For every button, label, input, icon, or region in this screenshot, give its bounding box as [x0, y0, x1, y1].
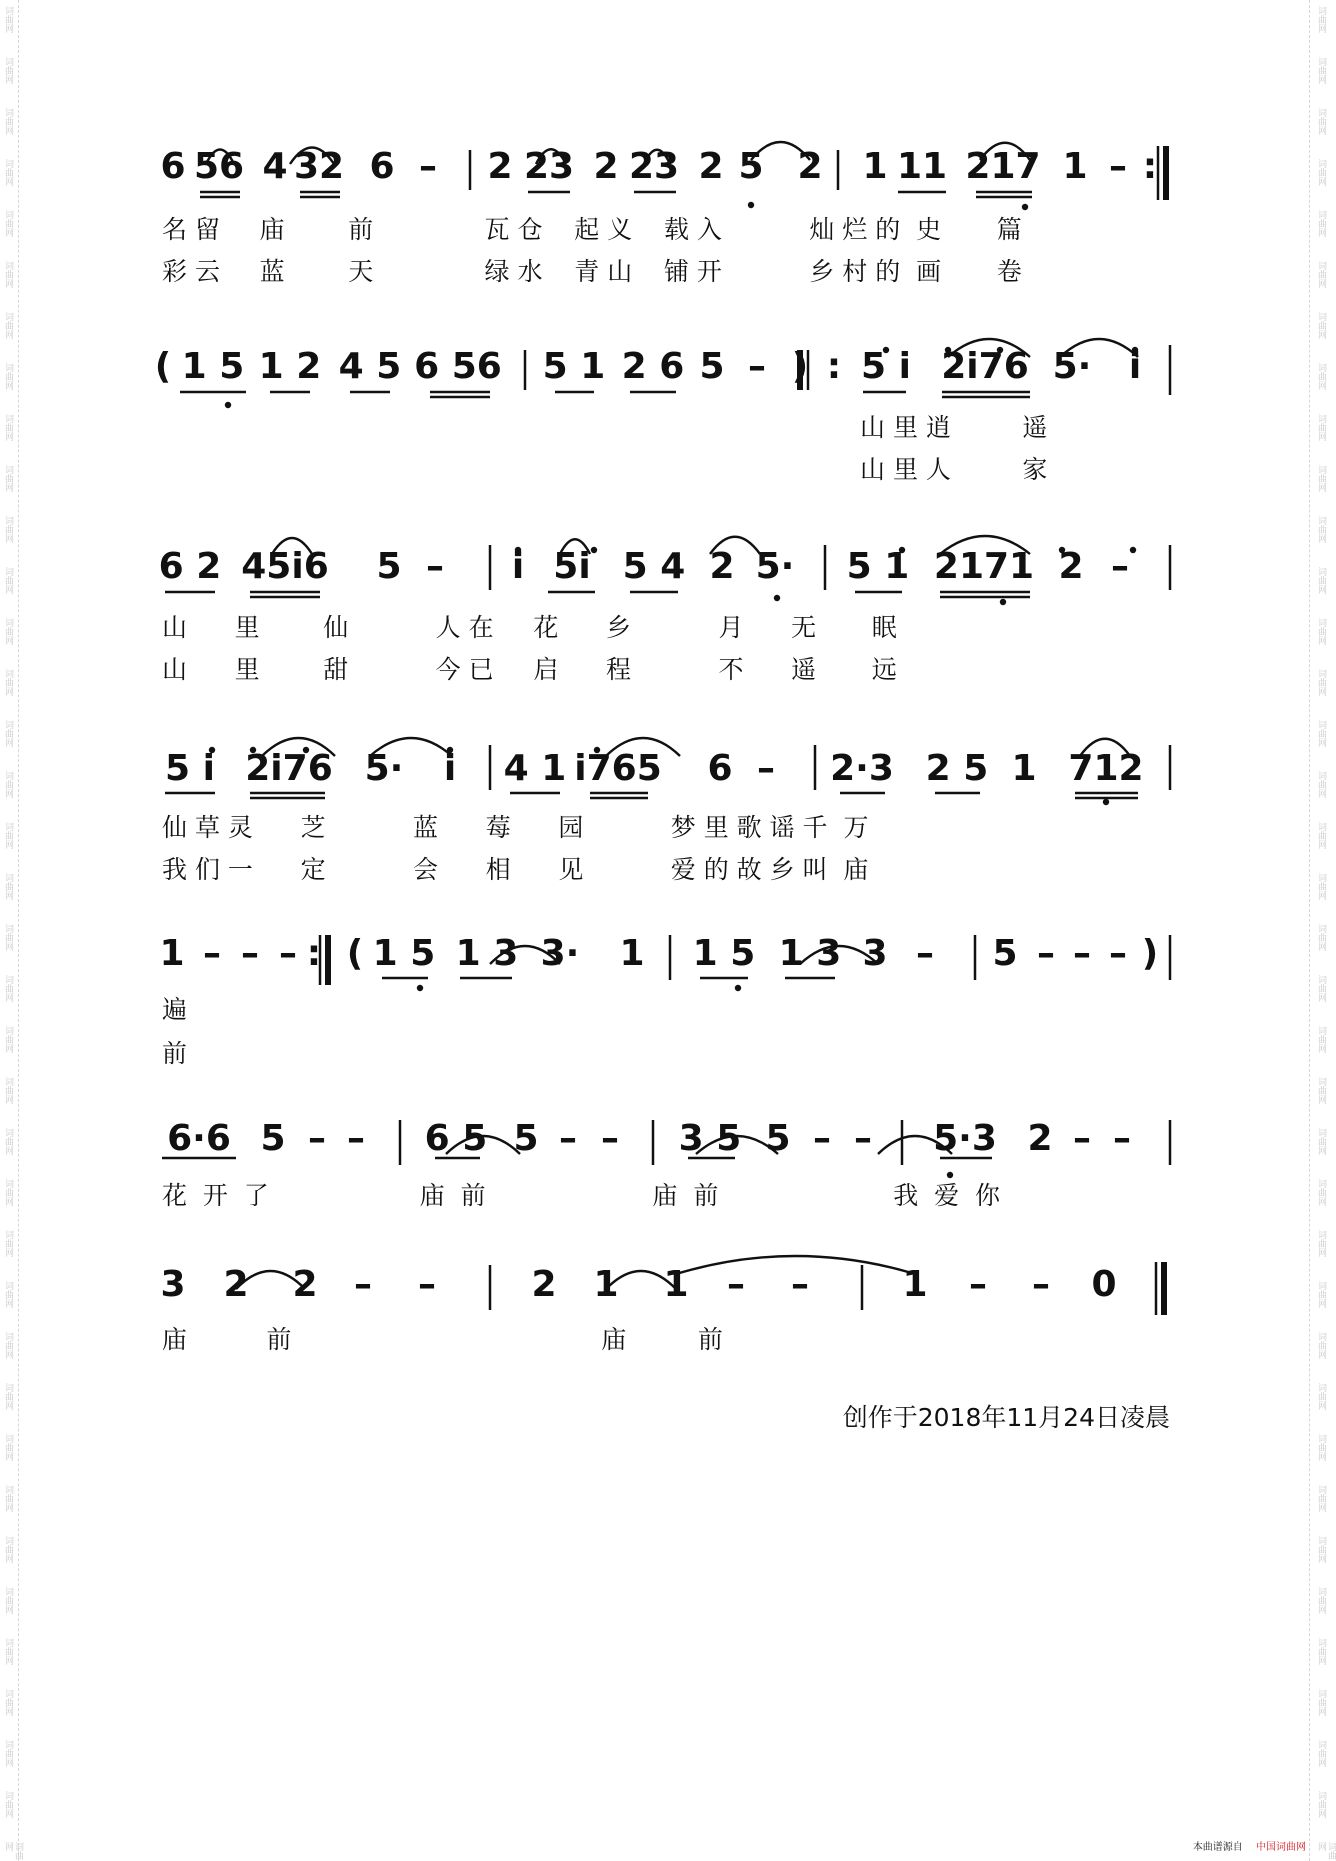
note-glyph: 6: [160, 146, 186, 187]
note-glyph: 4: [262, 146, 288, 187]
note-glyph: –: [601, 1118, 619, 1159]
note-glyph: 2: [1058, 546, 1084, 587]
watermark-glyph: 词曲网: [3, 1230, 13, 1257]
footer-source-label: 本曲谱源自: [1192, 1842, 1243, 1853]
watermark-glyph: 词曲网: [1316, 822, 1326, 849]
note-glyph: 2i76: [941, 346, 1029, 387]
note-glyph: –: [426, 546, 444, 587]
watermark-glyph: 词曲网: [1316, 1281, 1326, 1308]
watermark-glyph: 词曲网: [1316, 1077, 1326, 1104]
watermark-glyph: 词曲网: [1316, 1536, 1326, 1563]
lyric-line: 山 里 人 家: [860, 455, 1048, 484]
lyric-line: 花 开 了 庙 前 庙 前 我 爱 你: [162, 1181, 1001, 1210]
note-glyph: 6 5: [424, 1118, 488, 1159]
note-glyph: 6: [707, 748, 733, 789]
watermark-glyph: 词曲网: [1316, 1332, 1326, 1359]
watermark-glyph: 词曲网: [3, 6, 13, 33]
watermark-glyph: 词曲网: [3, 1689, 13, 1716]
note-glyph: –: [1109, 146, 1127, 187]
lyric-line: 山 里 逍 遥: [860, 413, 1048, 442]
note-layer: [155, 146, 1158, 1305]
note-glyph: 2: [292, 1264, 318, 1305]
watermark-glyph: 词曲网: [1316, 57, 1326, 84]
note-glyph: ): [1141, 933, 1159, 974]
watermark-glyph: 词曲网: [1316, 6, 1326, 33]
note-glyph: –: [813, 1118, 831, 1159]
note-glyph: 5 4: [622, 546, 686, 587]
note-glyph: 1 3: [455, 933, 519, 974]
watermark-glyph: 词曲网: [1316, 669, 1326, 696]
watermark-glyph: 词曲网: [3, 1791, 13, 1818]
note-glyph: 1: [593, 1264, 619, 1305]
note-glyph: –: [748, 346, 766, 387]
note-glyph: –: [419, 146, 437, 187]
note-glyph: 2: [531, 1264, 557, 1305]
note-glyph: 2: [698, 146, 724, 187]
watermark-glyph: 词曲网: [3, 210, 13, 237]
watermark-glyph: 词曲网: [1316, 1179, 1326, 1206]
watermark-glyph: 词曲网: [3, 465, 13, 492]
note-glyph: –: [757, 748, 775, 789]
watermark-glyph: 词曲网: [3, 1434, 13, 1461]
note-glyph: 2: [487, 146, 513, 187]
note-glyph: 3: [862, 933, 888, 974]
watermark-glyph: 词曲网: [1316, 924, 1326, 951]
note-glyph: –: [1037, 933, 1055, 974]
lyric-line: 山 里 仙 人 在 花 乡 月 无 眠: [162, 613, 897, 642]
note-glyph: –: [354, 1264, 372, 1305]
watermark-glyph: 词曲网: [3, 57, 13, 84]
watermark-glyph: 词曲网: [1316, 1026, 1326, 1053]
watermark-glyph: 词曲网: [3, 1536, 13, 1563]
note-glyph: 2171: [933, 546, 1035, 587]
octave-dot: [774, 595, 780, 601]
note-glyph: 6: [369, 146, 395, 187]
note-glyph: –: [308, 1118, 326, 1159]
note-glyph: 5·3: [933, 1118, 997, 1159]
watermark-glyph: 词曲网: [1316, 1842, 1336, 1860]
watermark-glyph: 词曲网: [1316, 720, 1326, 747]
note-glyph: 5·: [1052, 346, 1092, 387]
note-glyph: 1 2: [258, 346, 322, 387]
note-glyph: i: [511, 546, 525, 587]
note-glyph: :: [826, 346, 842, 387]
note-glyph: 712: [1068, 748, 1144, 789]
watermark-glyph: 词曲网: [1316, 771, 1326, 798]
octave-dot: [225, 402, 231, 408]
note-glyph: 2: [1027, 1118, 1053, 1159]
note-glyph: i: [443, 748, 457, 789]
watermark-glyph: 词曲网: [1316, 159, 1326, 186]
note-glyph: 5: [765, 1118, 791, 1159]
note-glyph: 6 56: [414, 346, 502, 387]
watermark-glyph: 词曲网: [3, 1077, 13, 1104]
note-glyph: 1: [1011, 748, 1037, 789]
lyric-line: 彩 云 蓝 天 绿 水 青 山 铺 开 乡 村 的 画 卷: [162, 257, 1022, 286]
note-glyph: 0: [1091, 1264, 1117, 1305]
watermark-glyph: 词曲网: [1316, 465, 1326, 492]
watermark-glyph: 词曲网: [1316, 108, 1326, 135]
watermark-glyph: 词曲网: [1316, 1740, 1326, 1767]
watermark-glyph: 词曲网: [3, 1638, 13, 1665]
slur-ties: [206, 142, 1138, 1289]
note-glyph: 1 5: [181, 346, 245, 387]
note-glyph: 1 5: [692, 933, 756, 974]
watermark-glyph: 词曲网: [3, 1383, 13, 1410]
octave-dot: [1103, 799, 1109, 805]
octave-dot: [417, 985, 423, 991]
note-glyph: 5 i: [165, 748, 215, 789]
watermark-glyph: 词曲网: [1316, 1383, 1326, 1410]
note-glyph: 1: [619, 933, 645, 974]
note-glyph: 3·: [540, 933, 580, 974]
note-glyph: 2i76: [245, 748, 333, 789]
note-glyph: 2: [223, 1264, 249, 1305]
watermark-glyph: 词曲网: [3, 1281, 13, 1308]
note-glyph: :: [306, 933, 322, 974]
note-glyph: –: [1073, 933, 1091, 974]
watermark-glyph: 词曲网: [1316, 261, 1326, 288]
note-glyph: 11: [896, 146, 948, 187]
note-glyph: i: [1128, 346, 1142, 387]
note-glyph: 5 i: [861, 346, 911, 387]
note-glyph: 5 1: [846, 546, 910, 587]
note-glyph: 1 5: [372, 933, 436, 974]
note-glyph: 1: [862, 146, 888, 187]
note-glyph: (: [154, 346, 172, 387]
watermark-glyph: 词曲网: [3, 1587, 13, 1614]
watermark-glyph: 词曲网: [1316, 1791, 1326, 1818]
watermark-glyph: 词曲网: [1316, 312, 1326, 339]
note-glyph: –: [1073, 1118, 1091, 1159]
note-glyph: –: [241, 933, 259, 974]
octave-dot: [591, 547, 597, 553]
note-glyph: 5: [376, 546, 402, 587]
note-glyph: –: [727, 1264, 745, 1305]
note-glyph: 23: [523, 146, 575, 187]
note-glyph: 217: [965, 146, 1041, 187]
watermark-glyph: 词曲网: [3, 1128, 13, 1155]
watermark-glyph: 词曲网: [1316, 975, 1326, 1002]
composition-date-credit: 创作于2018年11月24日凌晨: [842, 1403, 1170, 1432]
note-glyph: –: [418, 1264, 436, 1305]
note-glyph: 6 2: [158, 546, 222, 587]
footer-source: [1193, 1838, 1306, 1853]
watermark-glyph: 词曲网: [3, 822, 13, 849]
watermark-glyph: 词曲网: [3, 1842, 23, 1860]
watermark-glyph: 词曲网: [3, 108, 13, 135]
lyric-line: 庙 前 庙 前: [162, 1325, 723, 1354]
note-glyph: (: [346, 933, 364, 974]
watermark-glyph: 词曲网: [1316, 363, 1326, 390]
watermark-glyph: 词曲网: [1316, 1485, 1326, 1512]
watermark-glyph: 词曲网: [3, 414, 13, 441]
watermark-glyph: 词曲网: [1316, 567, 1326, 594]
watermark-glyph: 词曲网: [3, 1179, 13, 1206]
note-glyph: 2: [797, 146, 823, 187]
note-glyph: 45i6: [241, 546, 329, 587]
watermark-glyph: 词曲网: [3, 1026, 13, 1053]
note-glyph: 32: [293, 146, 345, 187]
note-glyph: 3 5: [678, 1118, 742, 1159]
note-glyph: 5: [513, 1118, 539, 1159]
note-glyph: 5i: [553, 546, 591, 587]
watermark-glyph: 词曲网: [3, 363, 13, 390]
note-glyph: –: [1109, 933, 1127, 974]
note-glyph: 2: [709, 546, 735, 587]
watermark-glyph: 词曲网: [3, 1740, 13, 1767]
watermark-glyph: 词曲网: [1316, 1230, 1326, 1257]
note-glyph: –: [1113, 1118, 1131, 1159]
watermark-glyph: 词曲网: [1316, 210, 1326, 237]
watermark-glyph: 词曲网: [1316, 873, 1326, 900]
octave-dot: [1000, 599, 1006, 605]
note-glyph: 5 1: [542, 346, 606, 387]
watermark-glyph: 词曲网: [3, 567, 13, 594]
lyric-line: 我 们 一 定 会 相 见 爱 的 故 乡 叫 庙: [162, 855, 869, 884]
note-glyph: –: [854, 1118, 872, 1159]
octave-dot: [1130, 547, 1136, 553]
note-glyph: –: [916, 933, 934, 974]
note-glyph: 3: [160, 1264, 186, 1305]
note-glyph: 5·: [364, 748, 404, 789]
note-glyph: 2 6: [621, 346, 685, 387]
note-glyph: 2: [593, 146, 619, 187]
watermark-glyph: 词曲网: [3, 261, 13, 288]
watermark-glyph: 词曲网: [3, 1485, 13, 1512]
note-glyph: 1 3: [778, 933, 842, 974]
note-glyph: i765: [574, 748, 662, 789]
watermark-glyph: 词曲网: [1316, 618, 1326, 645]
note-glyph: 2·3: [830, 748, 894, 789]
note-glyph: 56: [193, 146, 245, 187]
note-glyph: 1: [1062, 146, 1088, 187]
note-glyph: –: [969, 1264, 987, 1305]
note-glyph: 5: [738, 146, 764, 187]
note-glyph: –: [1032, 1264, 1050, 1305]
watermark-glyph: 词曲网: [1316, 1434, 1326, 1461]
note-glyph: 2 5: [925, 748, 989, 789]
lyric-line: 仙 草 灵 芝 蓝 莓 园 梦 里 歌 谣 千 万: [162, 813, 869, 842]
watermark-glyph: 词曲网: [1316, 1128, 1326, 1155]
note-glyph: –: [559, 1118, 577, 1159]
lyric-line: 山 里 甜 今 已 启 程 不 遥 远: [162, 655, 897, 684]
note-glyph: ): [791, 346, 809, 387]
note-glyph: 1: [663, 1264, 689, 1305]
lyric-line: 遍: [162, 995, 188, 1024]
watermark-glyph: 词曲网: [3, 873, 13, 900]
note-glyph: 1: [159, 933, 185, 974]
watermark-glyph: 词曲网: [1316, 414, 1326, 441]
note-glyph: 4 5: [338, 346, 402, 387]
octave-dot: [1022, 204, 1028, 210]
note-glyph: 5: [699, 346, 725, 387]
note-glyph: 23: [628, 146, 680, 187]
watermark-glyph: 词曲网: [3, 618, 13, 645]
octave-dot: [748, 202, 754, 208]
watermark-glyph: 词曲网: [1316, 516, 1326, 543]
note-glyph: 5: [992, 933, 1018, 974]
watermark-glyph: 词曲网: [3, 720, 13, 747]
watermark-glyph: 词曲网: [3, 924, 13, 951]
watermark-glyph: 词曲网: [3, 312, 13, 339]
note-glyph: –: [279, 933, 297, 974]
watermark-glyph: 词曲网: [3, 975, 13, 1002]
note-glyph: 4 1: [503, 748, 567, 789]
watermark-glyph: 词曲网: [1316, 1587, 1326, 1614]
footer-brand-link[interactable]: 中国词曲网: [1256, 1842, 1306, 1853]
watermark-glyph: 词曲网: [3, 516, 13, 543]
note-glyph: –: [347, 1118, 365, 1159]
note-glyph: –: [1111, 546, 1129, 587]
watermark-glyph: 词曲网: [1316, 1689, 1326, 1716]
note-glyph: –: [791, 1264, 809, 1305]
watermark-glyph: 词曲网: [3, 669, 13, 696]
note-glyph: 5·: [755, 546, 795, 587]
watermark-glyph: 词曲网: [3, 159, 13, 186]
note-glyph: 6·6: [167, 1118, 231, 1159]
note-glyph: 1: [902, 1264, 928, 1305]
octave-dot: [947, 1172, 953, 1178]
note-glyph: :: [1142, 146, 1158, 187]
watermark-glyph: 词曲网: [3, 771, 13, 798]
note-glyph: –: [203, 933, 221, 974]
lyric-line: 前: [162, 1039, 188, 1068]
watermark-glyph: 词曲网: [3, 1332, 13, 1359]
lyric-line: 名 留 庙 前 瓦 仓 起 义 载 入 灿 烂 的 史 篇: [162, 215, 1022, 244]
watermark-glyph: 词曲网: [1316, 1638, 1326, 1665]
note-glyph: 5: [260, 1118, 286, 1159]
octave-dot: [735, 985, 741, 991]
